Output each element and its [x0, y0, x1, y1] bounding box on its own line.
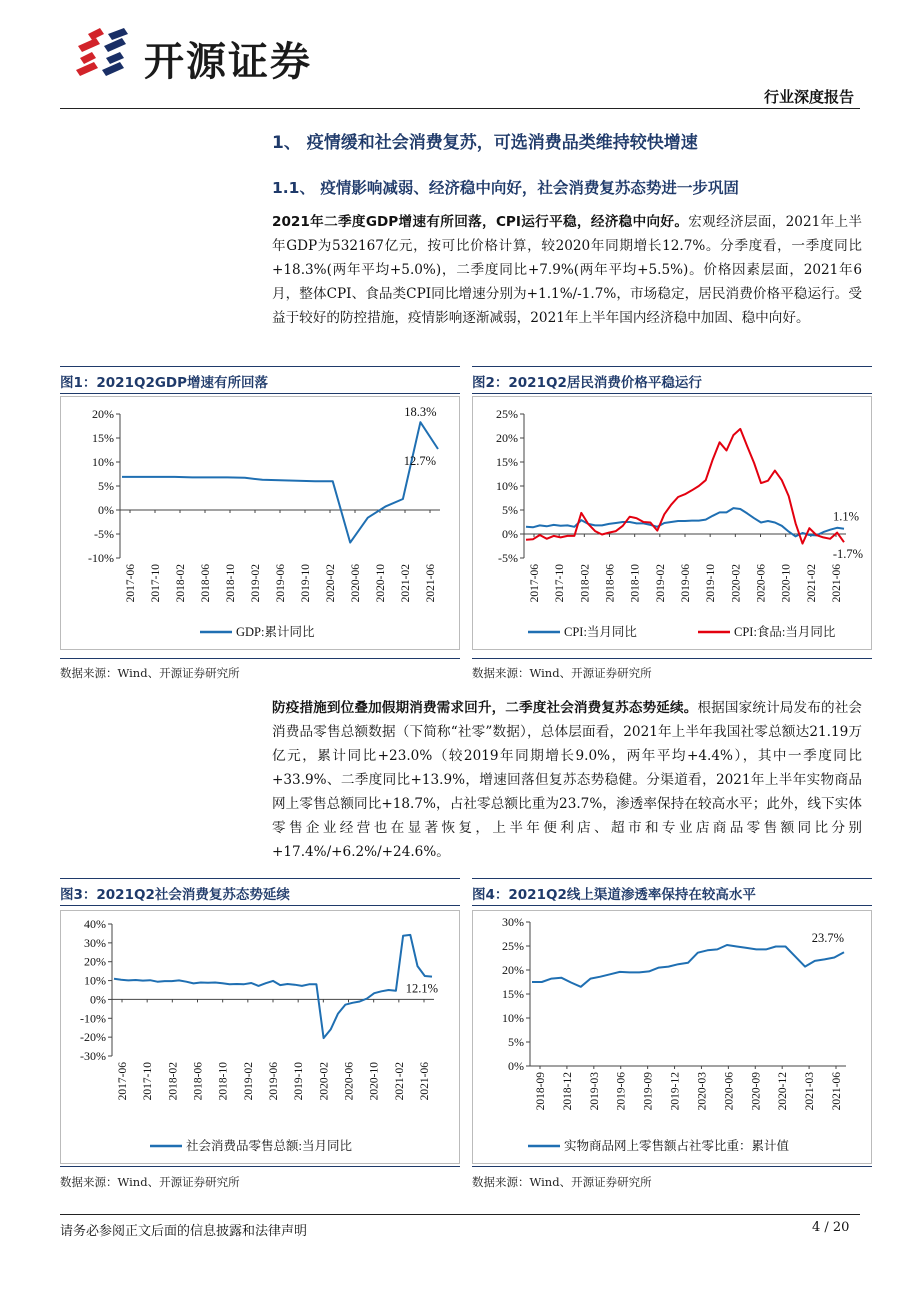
fig2-source: 数据来源：Wind、开源证券研究所 — [472, 666, 652, 680]
x-tick-label: 2018-06 — [192, 1062, 205, 1101]
x-tick-label: 2021-02 — [393, 1062, 406, 1101]
fig1-source: 数据来源：Wind、开源证券研究所 — [60, 666, 240, 680]
x-tick-label: 2020-06 — [755, 564, 768, 603]
header-rule — [60, 108, 860, 109]
x-tick-label: 2018-10 — [225, 564, 237, 603]
x-tick-label: 2019-10 — [705, 564, 718, 603]
y-tick-label: 30% — [84, 935, 106, 950]
chart-frame — [473, 911, 872, 1164]
x-tick-label: 2019-10 — [300, 564, 312, 603]
fig2-bottom-rule — [472, 658, 872, 659]
x-tick-label: 2020-09 — [750, 1072, 763, 1111]
x-tick-label: 2019-02 — [242, 1062, 255, 1101]
page-number: 4 / 20 — [812, 1220, 850, 1235]
y-tick-label: -5% — [498, 551, 518, 565]
paragraph-gdp-cpi — [272, 210, 862, 330]
x-tick-label: 2019-12 — [669, 1072, 682, 1111]
fig3-title-rule — [60, 905, 460, 906]
x-tick-label: 2021-02 — [400, 564, 412, 603]
fig2-title: 图2：2021Q2居民消费价格平稳运行 — [472, 375, 702, 391]
fig4-top-rule — [472, 878, 872, 879]
x-tick-label: 2019-06 — [615, 1072, 628, 1111]
fig4-bottom-rule — [472, 1166, 872, 1167]
y-tick-label: 20% — [496, 431, 518, 445]
chart-frame — [473, 397, 872, 650]
fig1-chart — [60, 396, 460, 650]
data-label: 12.7% — [403, 454, 436, 469]
y-tick-label: 25% — [496, 407, 518, 421]
report-type: 行业深度报告 — [764, 88, 855, 106]
footer-rule — [60, 1214, 860, 1215]
x-tick-label: 2017-06 — [529, 564, 541, 603]
data-label: 18.3% — [404, 405, 437, 420]
legend-label: CPI:当月同比 — [564, 625, 637, 639]
fig3-source: 数据来源：Wind、开源证券研究所 — [60, 1175, 240, 1189]
legend-label: 社会消费品零售总额:当月同比 — [186, 1139, 352, 1153]
data-label: 23.7% — [811, 931, 844, 946]
fig2-top-rule — [472, 366, 872, 367]
y-tick-label: 5% — [502, 503, 518, 517]
fig2-title-rule — [472, 393, 872, 394]
x-tick-label: 2017-10 — [554, 564, 567, 603]
y-tick-label: 10% — [502, 1011, 524, 1025]
x-tick-label: 2017-06 — [117, 1062, 129, 1101]
paragraph-body: 根据国家统计局发布的社会消费品零售总额数据（下简称“社零”数据），总体层面看，2021年上半年我国社零总额达21.19万亿元，累计同比+23.0%（较2019年同期增长9.0%，两年平均+4.4%），其中一季度同比+33.9%、二季度同比+13.9%，增速回落但复苏态势稳健。分渠道看，2021年上半年实物商品网上零售总额同比+18.7%，占社零总额比重为23.7%，渗透率保持在较高水平；此外，线下实体零售企业经营也在显著恢复，上半年便利店、超市和专业店商品零售额同比分别+17.4%/+6.2%/+24.6%。 — [272, 700, 863, 860]
y-tick-label: -30% — [80, 1049, 106, 1063]
x-tick-label: 2020-06 — [723, 1072, 736, 1111]
x-tick-label: 2020-02 — [730, 564, 743, 603]
x-tick-label: 2019-10 — [293, 1062, 306, 1101]
fig4-source: 数据来源：Wind、开源证券研究所 — [472, 1175, 652, 1189]
x-tick-label: 2020-10 — [780, 564, 793, 603]
fig1-bottom-rule — [60, 658, 460, 659]
x-tick-label: 2020-12 — [777, 1072, 790, 1111]
fig4-chart — [472, 910, 872, 1164]
x-tick-label: 2017-06 — [125, 564, 137, 603]
brand-logo-icon — [74, 28, 138, 80]
y-tick-label: 0% — [98, 503, 114, 517]
series-line — [114, 935, 432, 1038]
x-tick-label: 2019-06 — [275, 564, 287, 603]
brand-logo — [74, 28, 138, 80]
y-tick-label: 0% — [90, 992, 106, 1007]
x-tick-label: 2018-02 — [167, 1062, 180, 1101]
y-tick-label: -10% — [80, 1011, 106, 1026]
x-tick-label: 2018-09 — [535, 1072, 547, 1111]
x-tick-label: 2017-10 — [142, 1062, 155, 1101]
legend-label: GDP:累计同比 — [236, 625, 315, 639]
x-tick-label: 2019-02 — [250, 564, 262, 603]
x-tick-label: 2021-03 — [804, 1072, 817, 1111]
x-tick-label: 2018-10 — [217, 1062, 230, 1101]
y-tick-label: 20% — [502, 963, 524, 977]
y-tick-label: 0% — [508, 1059, 524, 1073]
footer-disclaimer: 请务必参阅正文后面的信息披露和法律声明 — [60, 1224, 308, 1239]
y-tick-label: 15% — [502, 987, 524, 1001]
brand-name: 开源证券 — [144, 39, 312, 85]
x-tick-label: 2021-02 — [805, 564, 818, 603]
y-tick-label: 10% — [496, 479, 518, 493]
subsection-title: 1.1、 疫情影响减弱、经济稳中向好，社会消费复苏态势进一步巩固 — [272, 179, 739, 197]
x-tick-label: 2019-09 — [642, 1072, 655, 1111]
y-tick-label: 5% — [508, 1035, 524, 1049]
y-tick-label: 30% — [502, 915, 524, 929]
x-tick-label: 2020-10 — [368, 1062, 381, 1101]
data-label: -1.7% — [832, 547, 864, 562]
x-tick-label: 2019-02 — [654, 564, 667, 603]
x-tick-label: 2018-12 — [561, 1072, 574, 1111]
x-tick-label: 2018-10 — [629, 564, 642, 603]
chart-frame — [61, 911, 460, 1164]
fig1-top-rule — [60, 366, 460, 367]
y-tick-label: 40% — [84, 917, 106, 931]
x-tick-label: 2020-06 — [343, 1062, 356, 1101]
x-tick-label: 2019-06 — [268, 1062, 280, 1101]
fig4-title: 图4：2021Q2线上渠道渗透率保持在较高水平 — [472, 887, 756, 903]
y-tick-label: 0% — [502, 527, 518, 541]
y-tick-label: 15% — [92, 431, 114, 445]
data-label: 1.1% — [832, 509, 860, 524]
x-tick-label: 2018-02 — [175, 564, 187, 603]
x-tick-label: 2021-06 — [831, 1072, 843, 1111]
y-tick-label: 25% — [502, 939, 524, 953]
x-tick-label: 2021-06 — [831, 564, 843, 603]
section-title: 1、 疫情缓和社会消费复苏，可选消费品类维持较快增速 — [272, 133, 698, 153]
y-tick-label: -20% — [80, 1030, 106, 1045]
x-tick-label: 2021-06 — [425, 564, 437, 603]
series-line — [122, 422, 438, 542]
fig3-chart — [60, 910, 460, 1164]
x-tick-label: 2020-10 — [375, 564, 387, 603]
x-tick-label: 2020-03 — [696, 1072, 709, 1111]
x-tick-label: 2020-02 — [318, 1062, 331, 1101]
y-tick-label: 15% — [496, 455, 518, 469]
x-tick-label: 2018-06 — [604, 564, 617, 603]
x-tick-label: 2019-06 — [680, 564, 692, 603]
x-tick-label: 2017-10 — [150, 564, 162, 603]
fig1-title: 图1：2021Q2GDP增速有所回落 — [60, 375, 269, 391]
fig2-chart — [472, 396, 872, 650]
y-tick-label: -5% — [94, 527, 114, 541]
legend-label: 实物商品网上零售额占社零比重：累计值 — [564, 1139, 790, 1153]
paragraph-retail — [272, 696, 862, 864]
x-tick-label: 2018-02 — [579, 564, 592, 603]
y-tick-label: 10% — [92, 455, 114, 469]
paragraph-body: 宏观经济层面，2021年上半年GDP为532167亿元，按可比价格计算，较2020年同期增长12.7%。分季度看，一季度同比+18.3%(两年平均+5.0%)，二季度同比+7.9%(两年平均+5.5%)。价格因素层面，2021年6月，整体CPI、食品类CPI同比增速分别为+1.1%/-1.7%，市场稳定，居民消费价格平稳运行。受益于较好的防控措施，疫情影响逐渐减弱，2021年上半年国内经济稳中加固、稳中向好。 — [272, 214, 862, 326]
fig1-title-rule — [60, 393, 460, 394]
x-tick-label: 2020-02 — [325, 564, 337, 603]
y-tick-label: 5% — [98, 479, 114, 493]
fig4-title-rule — [472, 905, 872, 906]
paragraph-lead: 防疫措施到位叠加假期消费需求回升，二季度社会消费复苏态势延续。 — [272, 700, 698, 716]
x-tick-label: 2020-06 — [350, 564, 362, 603]
y-tick-label: 20% — [84, 954, 106, 969]
series-line — [532, 945, 844, 987]
x-tick-label: 2021-06 — [419, 1062, 431, 1101]
y-tick-label: 10% — [84, 973, 106, 988]
data-label: 12.1% — [405, 981, 438, 996]
fig3-bottom-rule — [60, 1166, 460, 1167]
paragraph-lead: 2021年二季度GDP增速有所回落，CPI运行平稳，经济稳中向好。 — [272, 214, 689, 230]
legend-label: CPI:食品:当月同比 — [734, 625, 836, 639]
fig3-top-rule — [60, 878, 460, 879]
y-tick-label: -10% — [88, 551, 114, 565]
x-tick-label: 2019-03 — [588, 1072, 601, 1111]
fig3-title: 图3：2021Q2社会消费复苏态势延续 — [60, 887, 290, 903]
x-tick-label: 2018-06 — [200, 564, 212, 603]
y-tick-label: 20% — [92, 407, 114, 421]
